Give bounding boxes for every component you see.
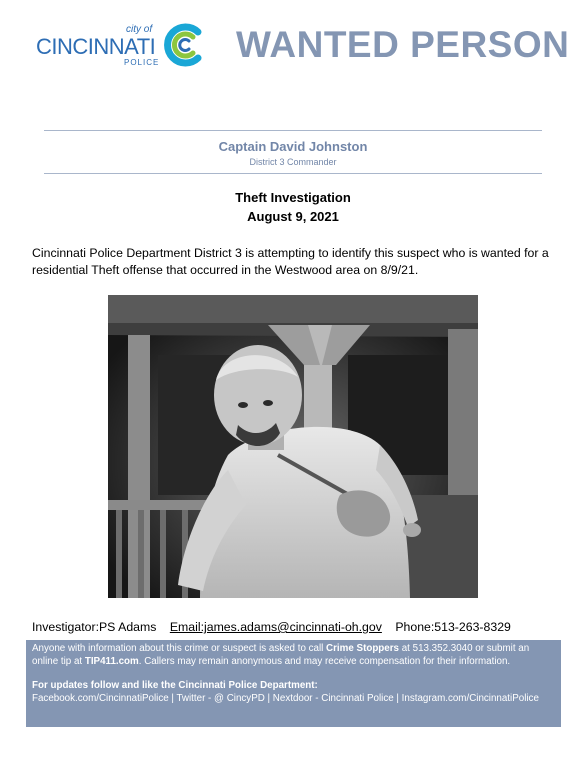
case-date: August 9, 2021: [247, 209, 339, 224]
divider-bottom: [44, 173, 542, 174]
logo-city-of: city of: [126, 24, 153, 35]
tip411-link[interactable]: TIP411.com: [84, 655, 139, 667]
investigator-name: Investigator:PS Adams: [32, 620, 157, 634]
logo-city-name: CINCINNATI: [36, 34, 156, 59]
investigator-email-link[interactable]: Email:james.adams@cincinnati-oh.gov: [169, 620, 382, 634]
notice-text: Anyone with information about this crime or suspect is asked to call Crime Stoppers at 513.352.3040 or submit an online tip at TIP411.com. Callers may remain anonymous and may receive compensation for their information.: [32, 643, 530, 667]
divider-top: [44, 130, 542, 131]
logo-police: POLICE: [124, 58, 160, 67]
investigator-contact: [32, 620, 562, 634]
page-title: WANTED PERSON: [236, 24, 570, 65]
crime-stoppers-notice: [26, 640, 561, 727]
social-links[interactable]: Facebook.com/CincinnatiPolice | Twitter - @ CincyPD | Nextdoor - Cincinnati Police | Instagram.com/CincinnatiPolice: [32, 692, 539, 704]
city-c-mark-icon: [160, 22, 206, 68]
suspect-photo: [108, 295, 478, 598]
commander-name: Captain David Johnston: [218, 139, 368, 154]
case-description: Cincinnati Police Department District 3 is attempting to identify this suspect who is wanted for a residential Theft offense that occurred in the Westwood area on 8/9/21.: [32, 246, 549, 277]
crime-stoppers-label: Crime Stoppers: [326, 643, 399, 654]
case-title: Theft Investigation: [235, 190, 351, 205]
commander-role: District 3 Commander: [249, 157, 337, 167]
investigator-phone: Phone:513-263-8329: [395, 620, 511, 634]
cincinnati-police-logo: [34, 22, 206, 72]
suspect-photo-image: [108, 295, 478, 598]
follow-heading: For updates follow and like the Cincinnati Police Department:: [32, 680, 318, 691]
